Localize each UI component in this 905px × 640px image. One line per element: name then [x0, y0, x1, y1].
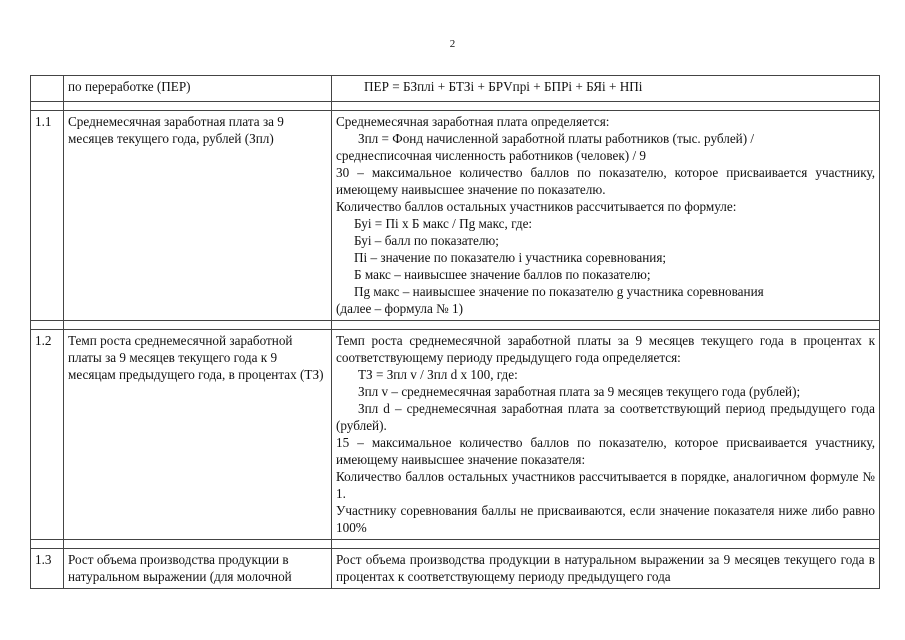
method-line: среднесписочная численность работников (человек) / 9	[336, 148, 647, 163]
table-row	[31, 330, 880, 540]
table-row	[31, 76, 880, 102]
method-cell	[332, 330, 880, 540]
table-row	[31, 111, 880, 321]
row-number: 1.2	[31, 330, 64, 540]
method-cell	[332, 549, 880, 589]
method-line: 30 – максимальное количество баллов по показателю, которое присваивается участнику, имеющему наивысшее значение по показателю.	[336, 165, 875, 197]
row-number	[31, 76, 64, 102]
method-line: Пi – значение по показателю i участника соревнования;	[354, 250, 667, 265]
method-line: Зпл = Фонд начисленной заработной платы работников (тыс. рублей) /	[358, 131, 755, 146]
method-line: Зпл d – среднемесячная заработная плата за соответствующий период предыдущего года (рублей).	[336, 401, 875, 433]
indicator-cell: Темп роста среднемесячной заработной платы за 9 месяцев текущего года к 9 месяцам предыдущего года, в процентах (ТЗ)	[64, 330, 332, 540]
method-line: Буi = Пi х Б макс / Пg макс, где:	[354, 216, 533, 231]
method-line: Количество баллов остальных участников рассчитывается в порядке, аналогичном формуле № 1.	[336, 469, 875, 501]
method-line: Участнику соревнования баллы не присваиваются, если значение показателя ниже либо равно 100%	[336, 503, 875, 535]
row-number: 1.3	[31, 549, 64, 589]
method-line: Темп роста среднемесячной заработной платы за 9 месяцев текущего года в процентах к соответствующему периоду предыдущего года определяется:	[336, 333, 875, 365]
method-line: Рост объема производства продукции в натуральном выражении за 9 месяцев текущего года в процентах к соответствующему периоду предыдущего года	[336, 552, 875, 584]
method-line: ТЗ = Зпл v / Зпл d х 100, где:	[358, 367, 518, 382]
method-line: Зпл v – среднемесячная заработная плата за 9 месяцев текущего года (рублей);	[358, 384, 801, 399]
formula-cell	[332, 76, 880, 102]
method-line: Б макс – наивысшее значение баллов по показателю;	[354, 267, 651, 282]
indicator-cell: по переработке (ПЕР)	[64, 76, 332, 102]
method-line: 15 – максимальное количество баллов по показателю, которое присваивается участнику, имеющему наивысшее значение показателя:	[336, 435, 875, 467]
formula-text: ПЕР = БЗплi + БТЗi + БРVпрi + БПРi + БЯi + НПi	[364, 79, 643, 94]
criteria-table	[30, 75, 880, 589]
table-row	[31, 549, 880, 589]
method-line: Пg макс – наивысшее значение по показателю g участника соревнования	[354, 284, 764, 299]
indicator-cell: Рост объема производства продукции в натуральном выражении (для молочной	[64, 549, 332, 589]
method-line: Среднемесячная заработная плата определяется:	[336, 114, 610, 129]
indicator-cell: Среднемесячная заработная плата за 9 месяцев текущего года, рублей (Зпл)	[64, 111, 332, 321]
method-cell	[332, 111, 880, 321]
method-line: (далее – формула № 1)	[336, 301, 464, 316]
row-number: 1.1	[31, 111, 64, 321]
page-number: 2	[449, 38, 456, 50]
method-line: Количество баллов остальных участников рассчитывается по формуле:	[336, 199, 737, 214]
method-line: Буi – балл по показателю;	[354, 233, 499, 248]
